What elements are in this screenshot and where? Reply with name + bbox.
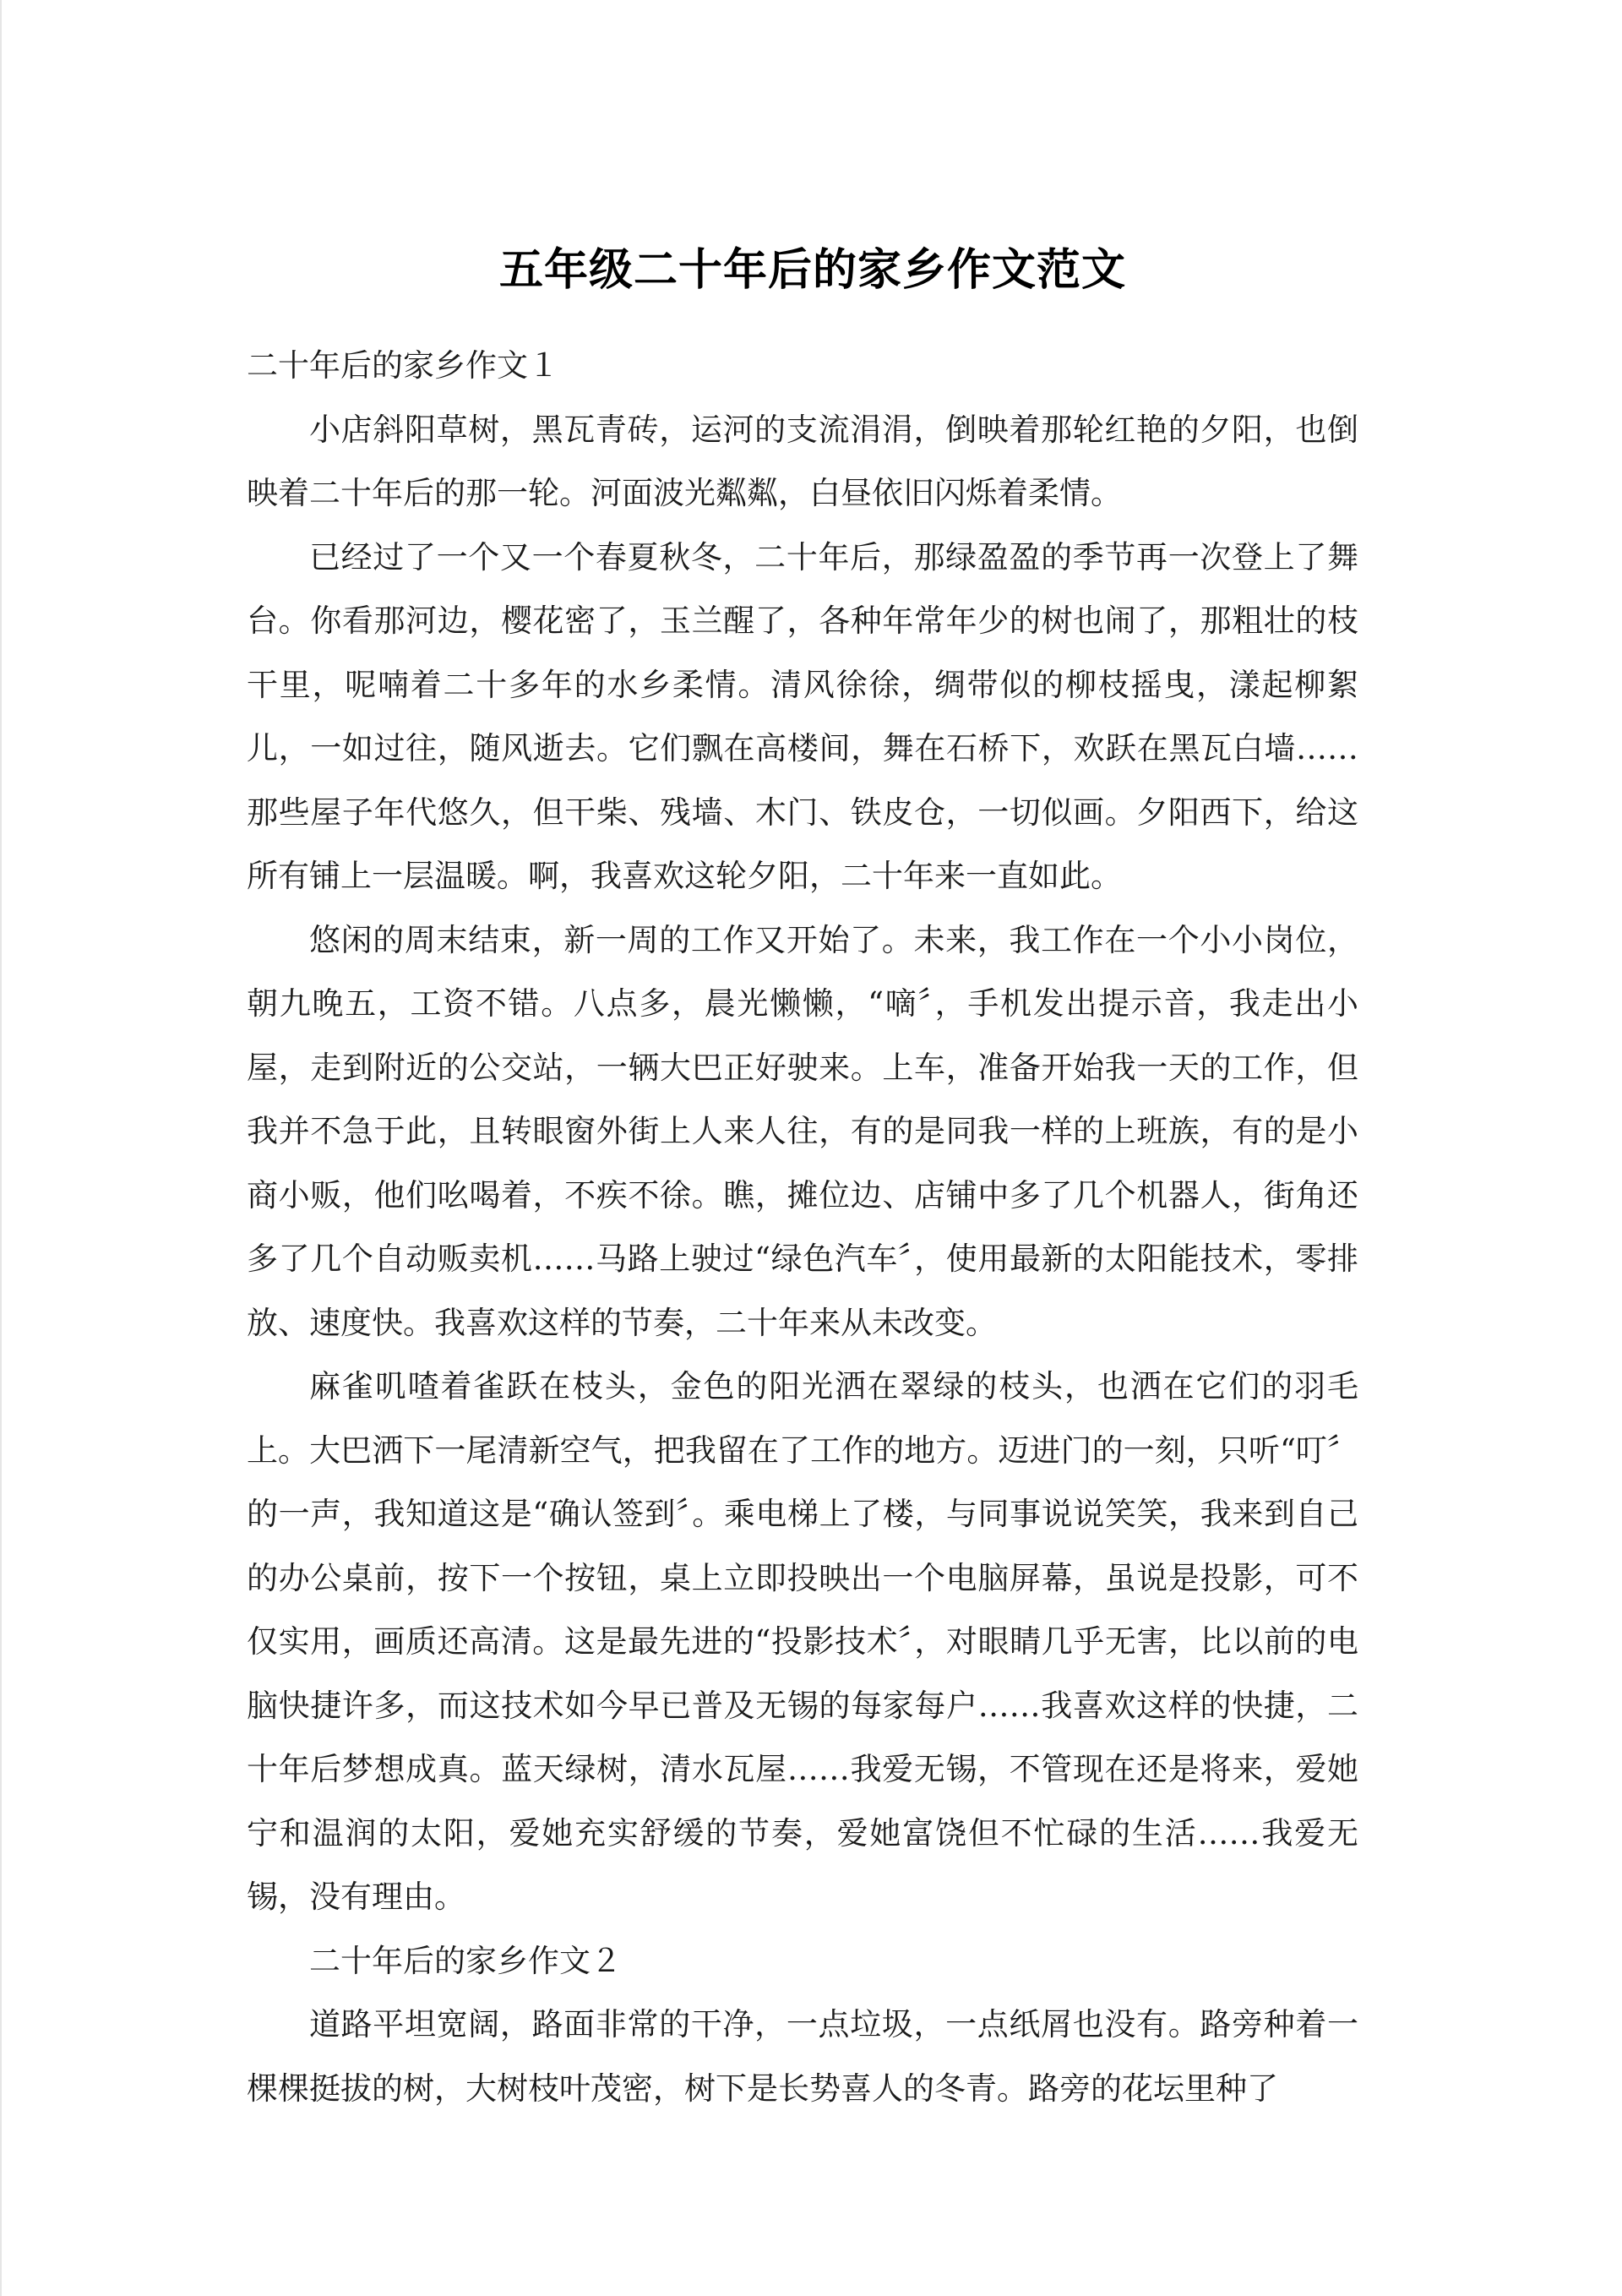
paragraph: 已经过了一个又一个春夏秋冬，二十年后，那绿盈盈的季节再一次登上了舞台。你看那河边，樱花密了，玉兰醒了，各种年常年少的树也闹了，那粗壮的枝干里，呢喃着二十多年的水乡柔情。清风徐徐，绸带似的柳枝摇曳，漾起柳絮儿，一如过往，随风逝去。它们飘在高楼间，舞在石桥下，欢跃在黑瓦白墙……那些屋子年代悠久，但干柴、残墙、木门、铁皮仓，一切似画。夕阳西下，给这所有铺上一层温暖。啊，我喜欢这轮夕阳，二十年来一直如此。 (247, 538, 1358, 894)
document-body (247, 334, 1358, 2120)
paragraph: 悠闲的周末结束，新一周的工作又开始了。未来，我工作在一个小小岗位，朝九晚五，工资不错。八点多，晨光懒懒，“嘀〞，手机发出提示音，我走出小屋，走到附近的公交站，一辆大巴正好驶来。上车，准备开始我一天的工作，但我并不急于此，且转眼窗外街上人来人往，有的是同我一样的上班族，有的是小商小贩，他们吆喝着，不疾不徐。瞧，摊位边、店铺中多了几个机器人，街角还多了几个自动贩卖机……马路上驶过“绿色汽车〞，使用最新的太阳能技术，零排放、速度快。我喜欢这样的节奏，二十年来从未改变。 (247, 921, 1358, 1341)
section-heading: 二十年后的家乡作文１ (247, 347, 559, 384)
section-heading: 二十年后的家乡作文２ (309, 1942, 622, 1979)
paragraph: 道路平坦宽阔，路面非常的干净，一点垃圾，一点纸屑也没有。路旁种着一棵棵挺拔的树，大树枝叶茂密，树下是长势喜人的冬青。路旁的花坛里种了 (247, 2006, 1358, 2107)
document-title: 五年级二十年后的家乡作文范文 (498, 245, 1126, 296)
paragraph: 麻雀叽喳着雀跃在枝头，金色的阳光洒在翠绿的枝头，也洒在它们的羽毛上。大巴洒下一尾清新空气，把我留在了工作的地方。迈进门的一刻，只听“叮〞的一声，我知道这是“确认签到〞。乘电梯上了楼，与同事说说笑笑，我来到自己的办公桌前，按下一个按钮，桌上立即投映出一个电脑屏幕，虽说是投影，可不仅实用，画质还高清。这是最先进的“投影技术〞，对眼睛几乎无害，比以前的电脑快捷许多，而这技术如今早已普及无锡的每家每户……我喜欢这样的快捷，二十年后梦想成真。蓝天绿树，清水瓦屋……我爱无锡，不管现在还是将来，爱她宁和温润的太阳，爱她充实舒缓的节奏，爱她富饶但不忙碌的生活……我爱无锡，没有理由。 (247, 1368, 1358, 1915)
paragraph: 小店斜阳草树，黑瓦青砖，运河的支流涓涓，倒映着那轮红艳的夕阳，也倒映着二十年后的那一轮。河面波光粼粼，白昼依旧闪烁着柔情。 (247, 411, 1358, 511)
